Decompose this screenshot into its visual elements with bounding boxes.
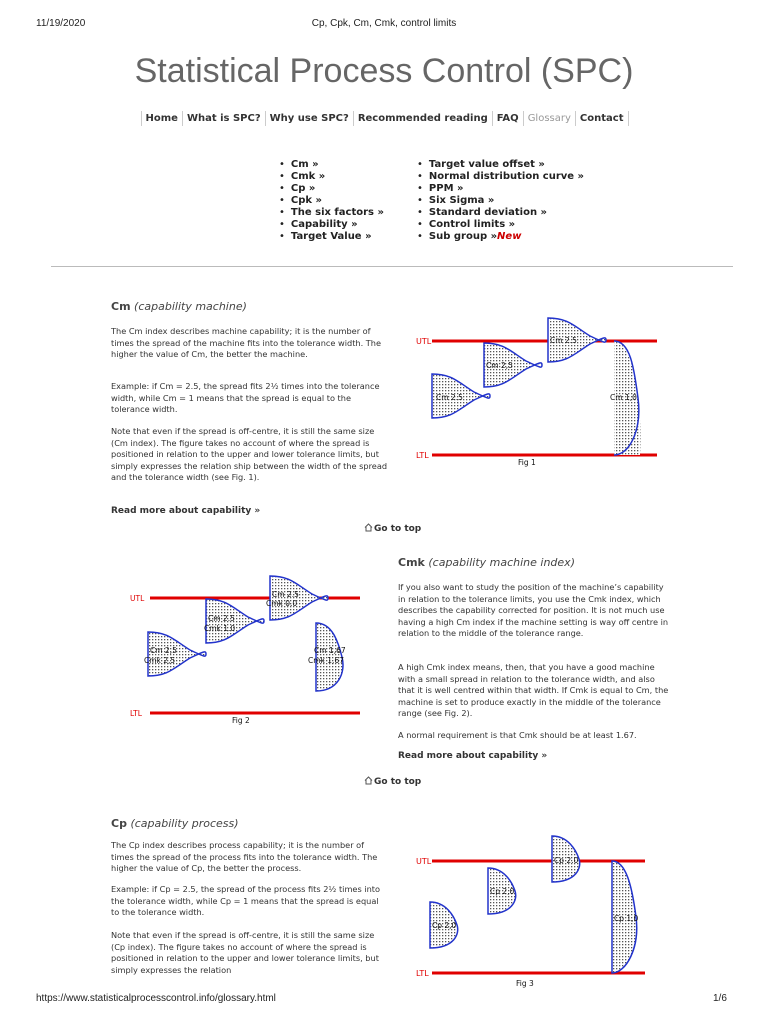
figure-1 [412, 312, 677, 472]
nav-glossary[interactable]: Glossary [523, 111, 575, 126]
cmk-title: Cmk [398, 556, 425, 569]
cmk-paragraph-1: If you also want to study the position of the machine’s capability in relation to the tolerance limits, you use the Cmk index, which describes the capability corrected for position. It is not much use having a high Cm index if the machine setting is way off centre in relation to the middle of the tolerance range. [398, 582, 669, 638]
utl-label: UTL [416, 337, 432, 346]
fig2-label: Cmk 2,5 [144, 656, 176, 665]
fig1-caption: Fig 1 [518, 458, 536, 467]
fig1-label: Cm 1,0 [610, 393, 637, 402]
fig2-label: Cm 2.5 [208, 614, 235, 623]
fig2-label: Cmk 1.0 [204, 624, 236, 633]
cp-paragraph-3: Note that even if the spread is off-centre, it is still the same size (Cp index). The figure takes no account of where the spread is positioned in relation to the upper and lower tolerance limits, but simply expresses the relation [111, 930, 379, 975]
cmk-paragraph-2: A high Cmk index means, then, that you have a good machine with a small spread in relation to the tolerance width, and also that it is well centred within that width. If Cmk is equal to Cm, the machine is set to produce exactly in the middle of the tolerance range (see Fig. 2). [398, 662, 669, 718]
toc-link-sub-group[interactable] [417, 231, 584, 243]
nav-faq[interactable]: FAQ [492, 111, 523, 126]
cm-read-more-link[interactable]: Read more about capability » [111, 506, 261, 516]
cp-paragraph-2: Example: if Cp = 2.5, the spread of the process fits 2½ times into the tolerance width, while Cp = 1 means that the spread is equal to the tolerance width. [111, 884, 381, 917]
cm-paragraph-2: Example: if Cm = 2.5, the spread fits 2½ times into the tolerance width, while Cm = 1 means that the spread is equal to the tolerance width. [111, 381, 380, 414]
cm-subtitle: (capability machine) [134, 300, 247, 313]
toc-link-cm[interactable]: • Cm » [279, 159, 384, 171]
cm-paragraph-1: The Cm index describes machine capability; it is the number of times the spread of the machine fits into the tolerance width. The higher the value of Cm, the better the machine. [111, 326, 382, 359]
cm-heading [111, 300, 247, 313]
fig1-label: Cm 2.5 [550, 336, 577, 345]
cmk-subtitle: (capability machine index) [428, 556, 575, 569]
toc-link-six-factors[interactable]: • The six factors » [279, 207, 384, 219]
ltl-label: LTL [416, 969, 429, 978]
toc-link-normal-distribution[interactable]: • Normal distribution curve » [417, 171, 584, 183]
go-to-top-link[interactable] [364, 523, 421, 534]
ltl-label: LTL [416, 451, 429, 460]
cp-heading [111, 817, 239, 830]
print-page-title: Cp, Cpk, Cm, Cmk, control limits [311, 18, 457, 29]
toc-link-six-sigma[interactable]: • Six Sigma » [417, 195, 584, 207]
toc-link-capability[interactable]: • Capability » [279, 219, 384, 231]
print-page-number: 1/6 [713, 993, 727, 1004]
section-divider [51, 266, 733, 267]
cp-paragraph-1: The Cp index describes process capability; it is the number of times the spread of the process fits into the tolerance width. The higher the value of Cp, the better the process. [111, 840, 378, 873]
nav-why-use-spc[interactable]: Why use SPC? [265, 111, 353, 126]
home-icon [364, 523, 373, 532]
fig2-label: Cm 2,5 [150, 646, 177, 655]
nav-contact[interactable]: Contact [575, 111, 629, 126]
toc-link-standard-deviation[interactable]: • Standard deviation » [417, 207, 584, 219]
nav-recommended-reading[interactable]: Recommended reading [353, 111, 492, 126]
figure-2 [128, 573, 368, 728]
home-icon [364, 776, 373, 785]
fig1-label: Cm 2,5 [486, 361, 513, 370]
toc-link-cmk[interactable]: • Cmk » [279, 171, 384, 183]
figure-3 [412, 830, 672, 990]
cmk-heading [398, 556, 575, 569]
go-to-top-label: Go to top [374, 524, 422, 534]
toc-link-cp[interactable]: • Cp » [279, 183, 384, 195]
toc-link-ppm[interactable]: • PPM » [417, 183, 584, 195]
fig3-label: Cp 2,0 [490, 887, 515, 896]
nav-home[interactable]: Home [141, 111, 182, 126]
fig2-caption: Fig 2 [232, 716, 250, 725]
ltl-label: LTL [130, 709, 142, 718]
fig2-label: Cmk 1,67 [308, 656, 344, 665]
print-url: https://www.statisticalprocesscontrol.info/glossary.html [36, 993, 276, 1004]
fig2-label: Cm 1,67 [314, 646, 346, 655]
cmk-paragraph-3: A normal requirement is that Cmk should be at least 1.67. [398, 730, 637, 740]
fig3-caption: Fig 3 [516, 979, 534, 988]
toc-link-target-offset[interactable]: • Target value offset » [417, 159, 584, 171]
toc-right [417, 159, 584, 243]
cmk-read-more-link[interactable]: Read more about capability » [398, 751, 548, 761]
site-title: Statistical Process Control (SPC) [134, 52, 634, 90]
fig3-label: Cp 1,0 [614, 914, 639, 923]
cm-title: Cm [111, 300, 131, 313]
cp-title: Cp [111, 817, 127, 830]
print-date: 11/19/2020 [36, 18, 86, 29]
fig2-label: Cmk 0.0 [266, 599, 298, 608]
go-to-top-link[interactable] [364, 776, 421, 787]
utl-label: UTL [130, 594, 145, 603]
cp-subtitle: (capability process) [130, 817, 239, 830]
fig2-label: Cm 2.5 [272, 590, 299, 599]
toc-link-target-value[interactable]: • Target Value » [279, 231, 384, 243]
toc-left [279, 159, 384, 243]
main-nav [36, 107, 733, 129]
fig1-label: Cm 2.5 [436, 393, 463, 402]
fig3-label: Cp 2,0 [432, 921, 457, 930]
new-badge: New [497, 231, 522, 242]
toc-link-sub-group-label: Sub group » [428, 231, 498, 242]
nav-what-is-spc[interactable]: What is SPC? [182, 111, 265, 126]
toc-link-cpk[interactable]: • Cpk » [279, 195, 384, 207]
fig3-label: Cp 2.0 [554, 856, 579, 865]
toc-link-control-limits[interactable]: • Control limits » [417, 219, 584, 231]
cm-paragraph-3: Note that even if the spread is off-centre, it is still the same size (Cm index). The figure takes no account of where the spread is positioned in relation to the upper and lower tolerance limits, but simply expresses the relation ship between the width of the spread and the tolerance width (see Fig. 1). [111, 426, 388, 482]
go-to-top-label: Go to top [374, 777, 422, 787]
utl-label: UTL [416, 857, 432, 866]
